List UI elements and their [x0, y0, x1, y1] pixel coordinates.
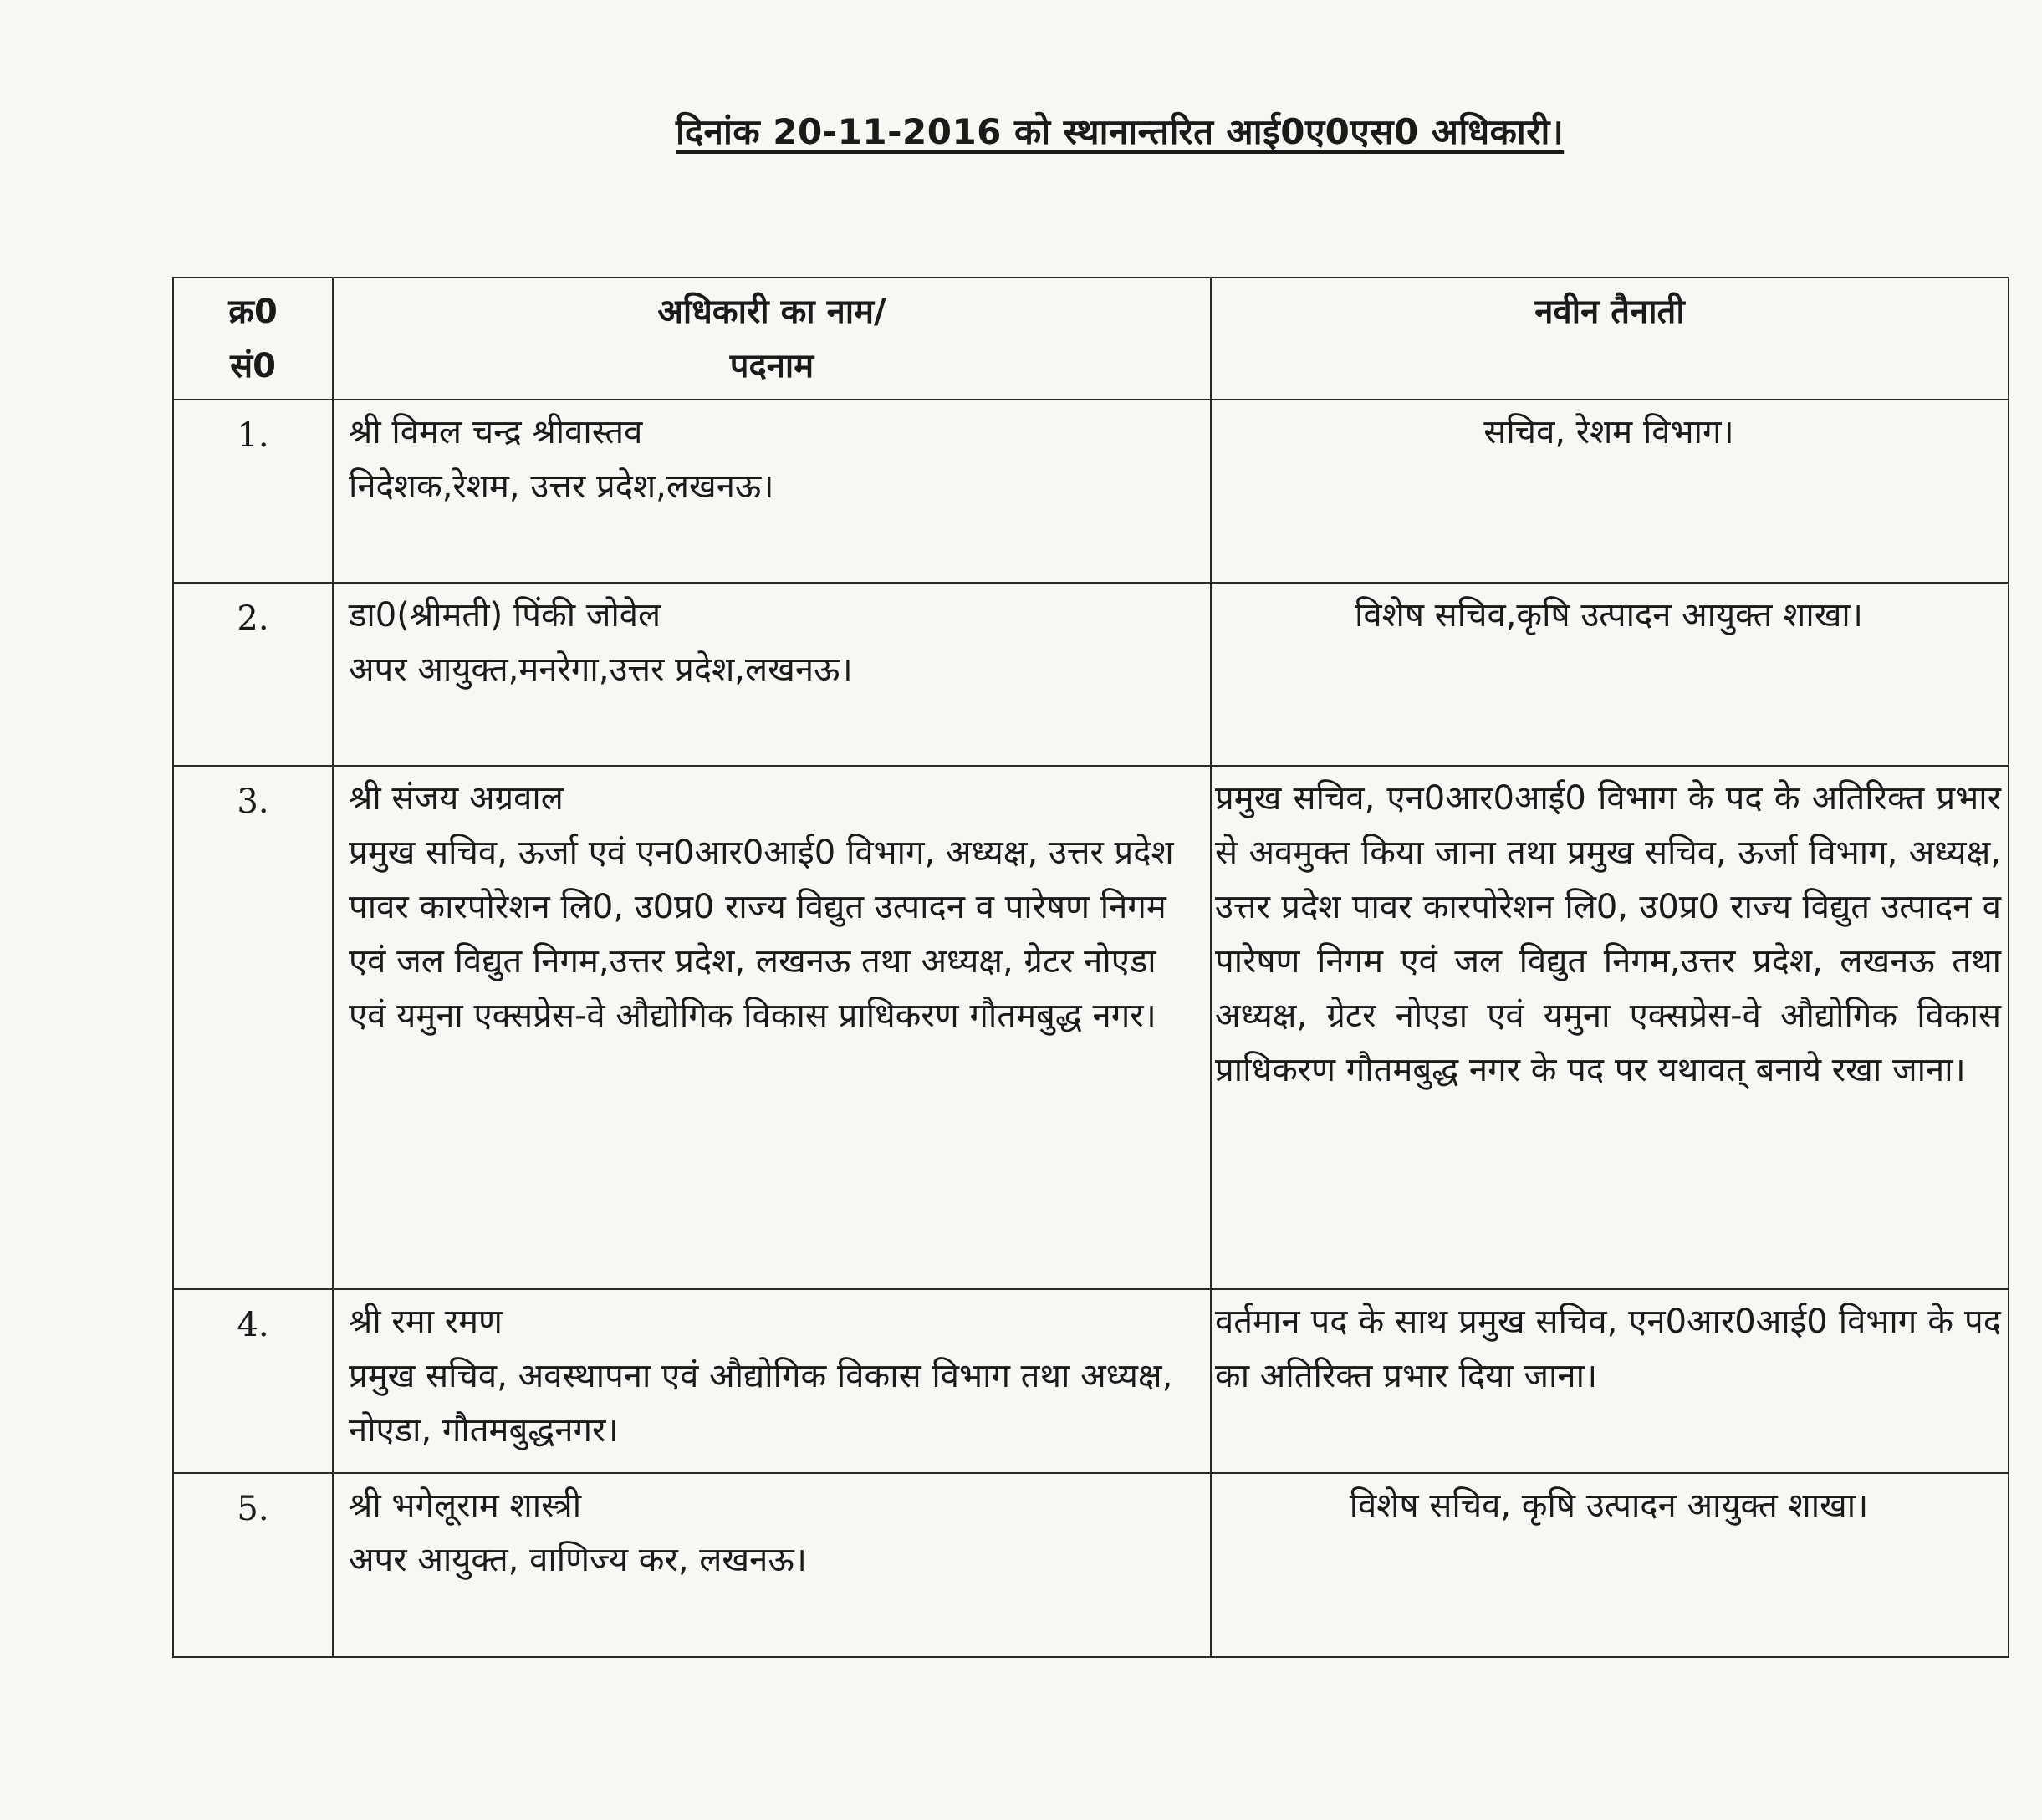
serial-number: 4.: [173, 1289, 333, 1473]
header-serial-line2: सं0: [230, 347, 276, 385]
header-name-line1: अधिकारी का नाम/: [657, 293, 886, 331]
table-row: [173, 1473, 2009, 1657]
header-name-line2: पदनाम: [729, 347, 814, 385]
header-posting-label: नवीन तैनाती: [1534, 293, 1685, 331]
officer-designation: अपर आयुक्त, वाणिज्य कर, लखनऊ।: [349, 1541, 807, 1579]
officer-name: श्री भगेलूराम शास्त्री: [349, 1486, 582, 1525]
transfer-table: [172, 277, 2009, 1658]
officer-name: श्री संजय अग्रवाल: [349, 779, 564, 818]
new-posting: प्रमुख सचिव, एन0आर0आई0 विभाग के पद के अतिरिक्त प्रभार से अवमुक्त किया जाना तथा प्रमुख सचिव, ऊर्जा विभाग, अध्यक्ष, उत्तर प्रदेश पावर कारपोरेशन लि0, उ0प्र0 राज्य विद्युत उत्पादन व पारेषण निगम एवं जल विद्युत निगम,उत्तर प्रदेश, लखनऊ तथा अध्यक्ष, ग्रेटर नोएडा एवं यमुना एक्सप्रेस-वे औद्योगिक विकास प्राधिकरण गौतमबुद्ध नगर के पद पर यथावत् बनाये रखा जाना।: [1211, 766, 2009, 1289]
officer-name: श्री रमा रमण: [349, 1303, 503, 1341]
new-posting: वर्तमान पद के साथ प्रमुख सचिव, एन0आर0आई0 विभाग के पद का अतिरिक्त प्रभार दिया जाना।: [1211, 1289, 2009, 1473]
header-serial-number: [173, 278, 333, 400]
new-posting: विशेष सचिव,कृषि उत्पादन आयुक्त शाखा।: [1211, 583, 2009, 766]
officer-cell: [333, 766, 1211, 1289]
table-row: [173, 400, 2009, 583]
serial-number: 3.: [173, 766, 333, 1289]
new-posting: सचिव, रेशम विभाग।: [1211, 400, 2009, 583]
officer-designation: निदेशक,रेशम, उत्तर प्रदेश,लखनऊ।: [349, 467, 774, 506]
officer-designation: प्रमुख सचिव, ऊर्जा एवं एन0आर0आई0 विभाग, अध्यक्ष, उत्तर प्रदेश पावर कारपोरेशन लि0, उ0प्र0 राज्य विद्युत उत्पादन व पारेषण निगम एवं जल विद्युत निगम,उत्तर प्रदेश, लखनऊ तथा अध्यक्ष, ग्रेटर नोएडा एवं यमुना एक्सप्रेस-वे औद्योगिक विकास प्राधिकरण गौतमबुद्ध नगर।: [349, 834, 1174, 1035]
new-posting: विशेष सचिव, कृषि उत्पादन आयुक्त शाखा।: [1211, 1473, 2009, 1657]
officer-designation: प्रमुख सचिव, अवस्थापना एवं औद्योगिक विकास विभाग तथा अध्यक्ष, नोएडा, गौतमबुद्धनगर।: [349, 1357, 1173, 1450]
officer-name: श्री विमल चन्द्र श्रीवास्तव: [349, 413, 643, 451]
officer-cell: [333, 400, 1211, 583]
officer-cell: [333, 1289, 1211, 1473]
document-title: दिनांक 20-11-2016 को स्थानान्तरित आई0ए0एस0 अधिकारी।: [676, 111, 1565, 152]
officer-cell: [333, 583, 1211, 766]
serial-number: 2.: [173, 583, 333, 766]
header-serial-line1: क्र0: [228, 293, 278, 331]
table-row: [173, 766, 2009, 1289]
serial-number: 5.: [173, 1473, 333, 1657]
officer-cell: [333, 1473, 1211, 1657]
officer-designation: अपर आयुक्त,मनरेगा,उत्तर प्रदेश,लखनऊ।: [349, 650, 853, 689]
header-new-posting: [1211, 278, 2009, 400]
table-row: [173, 1289, 2009, 1473]
table-row: [173, 583, 2009, 766]
officer-name: डा0(श्रीमती) पिंकी जोवेल: [349, 596, 661, 635]
table-header-row: [173, 278, 2009, 400]
header-officer-name: [333, 278, 1211, 400]
serial-number: 1.: [173, 400, 333, 583]
